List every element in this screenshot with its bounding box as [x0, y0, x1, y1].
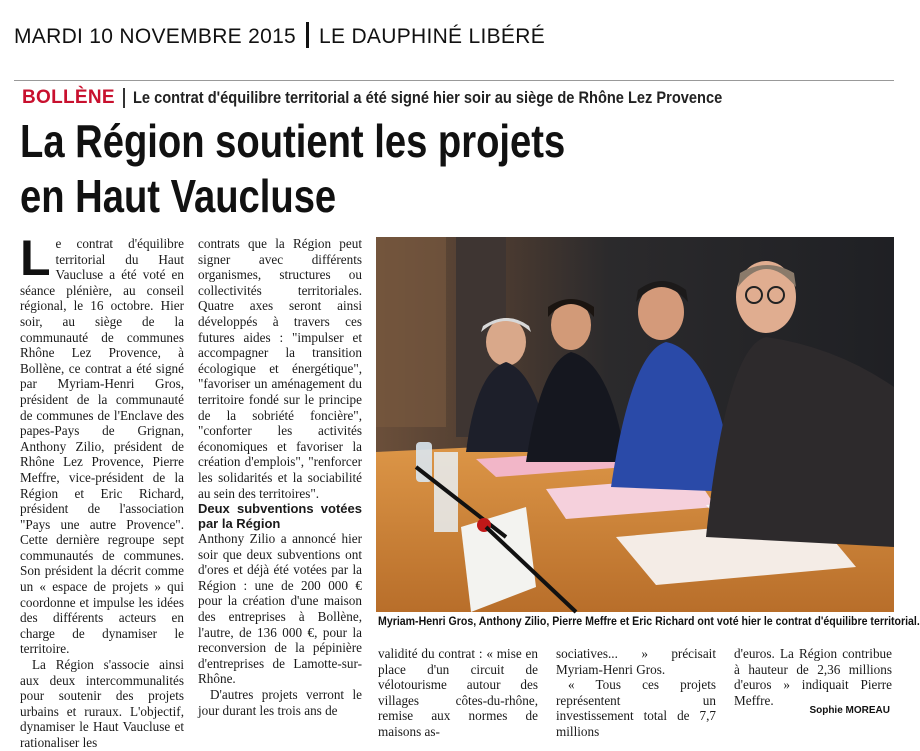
kicker-divider	[123, 88, 125, 108]
photo-caption: Myriam-Henri Gros, Anthony Zilio, Pierre Meffre et Eric Richard ont voté hier le contrat d'équilibre territorial.	[378, 616, 920, 628]
drop-cap: L	[20, 230, 51, 286]
kicker-subtitle: Le contrat d'équilibre territorial a été signé hier soir au siège de Rhône Lez Provence	[132, 88, 723, 107]
article-paragraph: e contrat d'équilibre territorial du Haut Vaucluse a été voté en séance plénière, au conseil régional, le 16 octobre. Hier soir, au siège de la communauté de communes Rhône Lez Provence, à Bollène, ce contrat a été signé par Myriam-Henri Gros, président de la communauté de communes de l'Enclave des papes-Pays de Grignan, Anthony Zilio, président de Rhône Lez Provence, Pierre Meffre, vice-président de la Région et Eric Richard, président de l'association "Pays une autre Provence". Cette dernière regroupe sept communautés de communes. Son président la décrit comme un « espace de projets » qui coordonne et impulse les idées des différents acteurs en charge de dynamiser le territoire.	[20, 236, 184, 657]
article-column-5	[734, 646, 892, 708]
header-rule	[14, 80, 894, 81]
article-paragraph: Anthony Zilio a annoncé hier soir que deux subventions ont d'ores et déjà été votées par la Région : une de 200 000 € pour la création d'une maison des entreprises à Bollène, l'autre, de 136 000 €, pour la reconversion de la pépinière d'entreprises de Lamotte-sur-Rhône.	[198, 531, 362, 687]
article-column-1	[20, 230, 184, 750]
masthead	[14, 22, 545, 49]
article-paragraph: D'autres projets verront le jour durant les trois ans de	[198, 687, 362, 718]
article-column-2	[198, 236, 362, 720]
article-paragraph: contrats que la Région peut signer avec différents organismes, structures ou collectivités territoriales. Quatre axes seront ainsi développés à travers ces futures aides : "impulser et accompagner la transition écologique et énergétique", "favoriser un aménagement du territoire fondé sur le principe de la sobriété foncière", "conforter les activités économiques et favoriser la création d'emplois", "renforcer les solidarités et la sociabilité au sein des territoires".	[198, 236, 362, 501]
headline-line-1: La Région soutient les projets	[20, 115, 566, 167]
page-title	[20, 114, 880, 224]
article-column-3	[378, 646, 538, 739]
kicker-place: BOLLÈNE	[22, 87, 115, 108]
article-paragraph: validité du contrat : « mise en place d'un circuit de vélotourisme autour des villages côtes-du-rhône, remise aux normes de maisons as-	[378, 646, 538, 739]
headline-line-2: en Haut Vaucluse	[20, 170, 337, 222]
masthead-paper: LE DAUPHINÉ LIBÉRÉ	[319, 25, 546, 48]
article-column-4	[556, 646, 716, 739]
article-subhead: Deux subventions votées par la Région	[198, 501, 362, 532]
article-paragraph: sociatives... » précisait Myriam-Henri Gros.	[556, 646, 716, 677]
article-photo	[376, 237, 894, 612]
article-paragraph: La Région s'associe ainsi aux deux intercommunalités pour soutenir des projets urbains et ruraux. L'objectif, dynamiser le Haut Vaucluse et rationaliser les	[20, 657, 184, 750]
masthead-date: MARDI 10 NOVEMBRE 2015	[14, 25, 297, 48]
masthead-divider	[306, 22, 309, 48]
article-paragraph: d'euros. La Région contribue à hauteur de 2,36 millions d'euros » indiquait Pierre Meffre.	[734, 646, 892, 708]
photo-credit: Sophie MOREAU	[809, 705, 890, 716]
signing-ceremony-image	[376, 237, 894, 612]
article-paragraph: « Tous ces projets représentent un investissement total de 7,7 millions	[556, 677, 716, 739]
kicker	[22, 86, 818, 110]
